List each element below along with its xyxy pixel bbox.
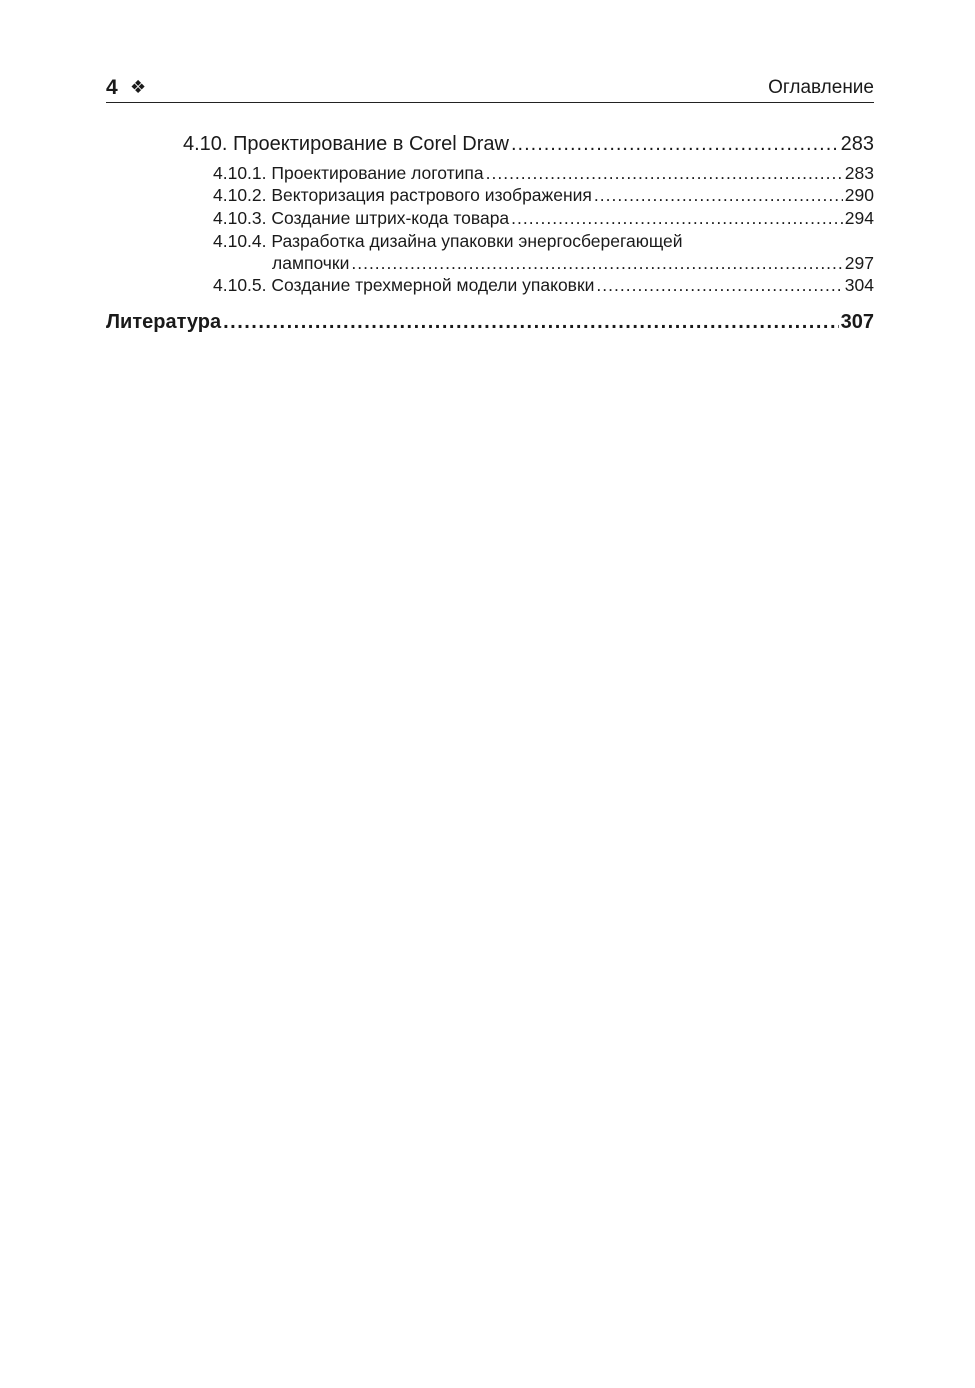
dot-leader	[486, 162, 843, 184]
toc-subsection-4-10-3[interactable]	[213, 207, 874, 229]
toc-entry-label: Литература	[106, 311, 222, 333]
running-title: Оглавление	[768, 77, 874, 98]
toc-entry-label: 4.10.5. Создание трехмерной модели упаковки	[213, 275, 595, 295]
dot-leader	[594, 184, 843, 206]
dot-leader	[511, 207, 843, 229]
toc-subsection-4-10-1[interactable]	[213, 162, 874, 184]
toc-entry-page: 304	[844, 275, 874, 295]
ornament-icon: ❖	[130, 77, 147, 97]
toc-subsection-4-10-4-line1: 4.10.4. Разработка дизайна упаковки энергосберегающей	[213, 231, 683, 251]
toc-entry-page: 283	[844, 163, 874, 183]
toc-entry-label: 4.10.1. Проектирование логотипа	[213, 163, 484, 183]
page-number: 4	[106, 76, 118, 99]
dot-leader	[596, 274, 842, 296]
dot-leader	[223, 309, 839, 335]
dot-leader	[351, 252, 842, 274]
toc-subsection-4-10-2[interactable]	[213, 184, 874, 206]
toc-section-4-10[interactable]	[183, 131, 874, 157]
running-header	[106, 74, 874, 103]
toc-subsection-4-10-4[interactable]	[272, 252, 874, 274]
toc-entry-page: 283	[840, 133, 874, 155]
toc-entry-page: 297	[844, 253, 874, 273]
toc-entry-page: 290	[844, 185, 874, 205]
dot-leader	[511, 131, 839, 157]
toc-entry-label: лампочки	[272, 253, 350, 273]
toc-entry-label: 4.10. Проектирование в Corel Draw	[183, 133, 509, 155]
toc-entry-page: 294	[844, 208, 874, 228]
toc-entry-label: 4.10.2. Векторизация растрового изображения	[213, 185, 592, 205]
toc-entry-label: 4.10.3. Создание штрих-кода товара	[213, 208, 510, 228]
toc-entry-page: 307	[840, 311, 874, 333]
toc-literature[interactable]	[106, 309, 874, 335]
toc-subsection-4-10-5[interactable]	[213, 274, 874, 296]
